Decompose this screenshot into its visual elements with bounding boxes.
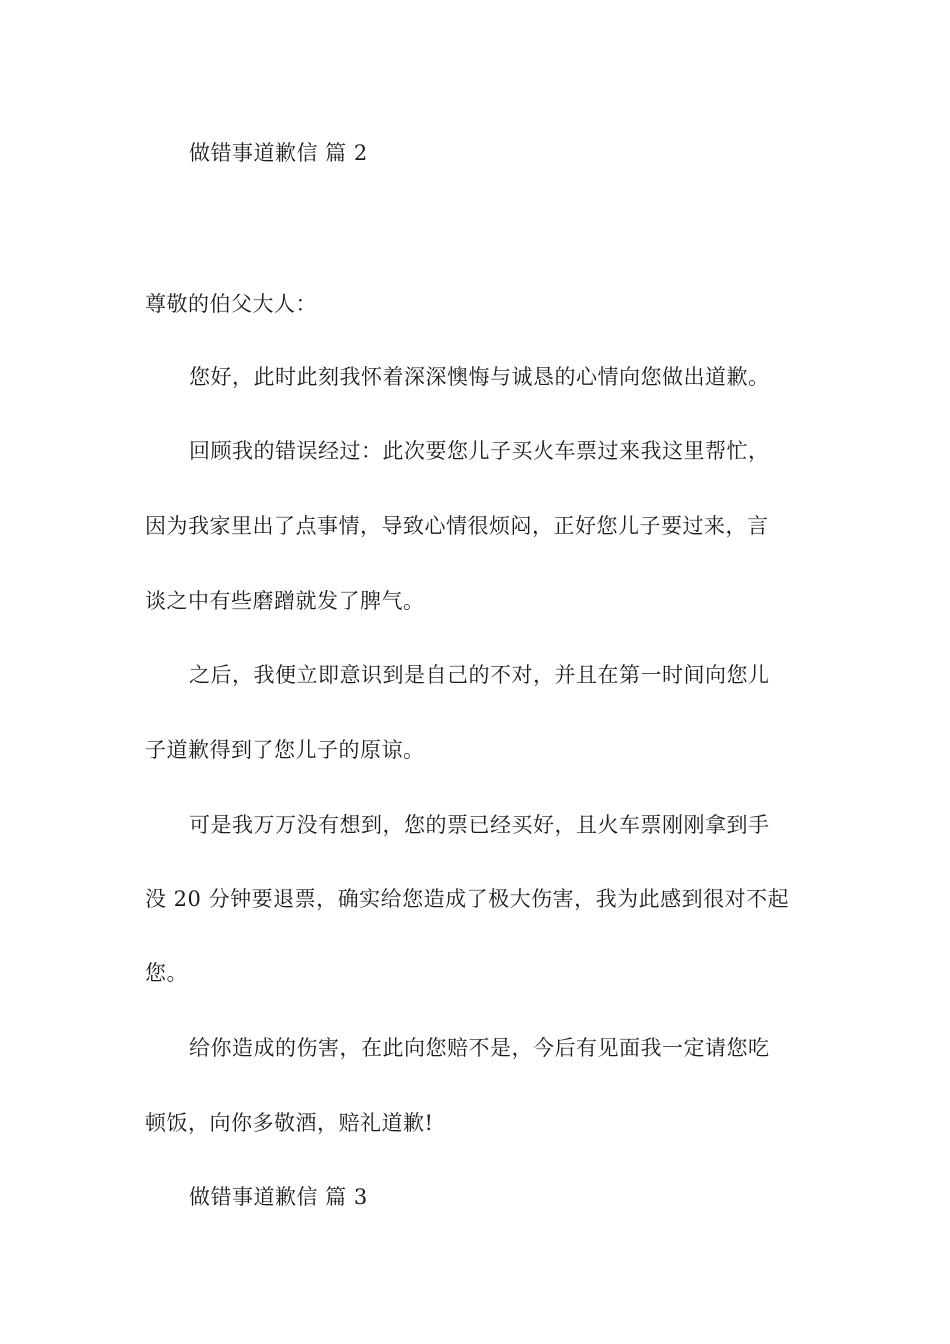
paragraph-line: 子道歉得到了您儿子的原谅。 — [145, 738, 425, 762]
paragraph-line: 没 20 分钟要退票，确实给您造成了极大伤害，我为此感到很对不起 — [145, 887, 790, 911]
paragraph-line: 可是我万万没有想到，您的票已经买好，且火车票刚刚拿到手 — [189, 813, 770, 837]
paragraph-line: 顿饭，向你多敬酒，赔礼道歉! — [145, 1111, 434, 1135]
salutation: 尊敬的伯父大人： — [145, 292, 317, 316]
paragraph-line: 给你造成的伤害，在此向您赔不是，今后有见面我一定请您吃 — [189, 1036, 770, 1060]
paragraph-line: 谈之中有些磨蹭就发了脾气。 — [145, 589, 425, 613]
paragraph-line: 您。 — [145, 961, 188, 985]
paragraph-line: 回顾我的错误经过：此次要您儿子买火车票过来我这里帮忙， — [189, 439, 770, 463]
section-title: 做错事道歉信 篇 2 — [189, 141, 368, 165]
section-title: 做错事道歉信 篇 3 — [189, 1185, 368, 1209]
paragraph-line: 您好，此时此刻我怀着深深懊悔与诚恳的心情向您做出道歉。 — [189, 365, 770, 389]
paragraph-line: 因为我家里出了点事情，导致心情很烦闷，正好您儿子要过来，言 — [145, 514, 769, 538]
paragraph-line: 之后，我便立即意识到是自己的不对，并且在第一时间向您儿 — [189, 663, 770, 687]
